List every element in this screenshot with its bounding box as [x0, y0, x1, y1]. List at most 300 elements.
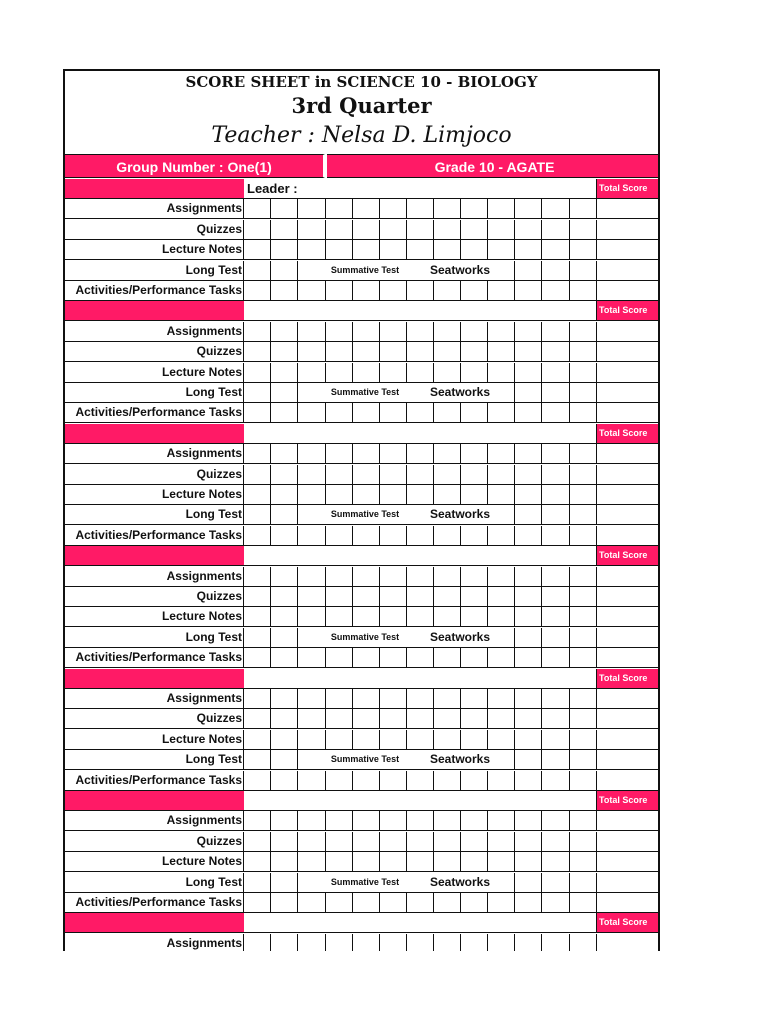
score-cell[interactable]: [406, 934, 434, 951]
score-cell[interactable]: [514, 485, 542, 504]
score-cell[interactable]: [270, 934, 298, 951]
score-cell[interactable]: [270, 199, 298, 218]
score-cell[interactable]: [433, 363, 461, 382]
score-cell[interactable]: [460, 281, 488, 300]
score-cell[interactable]: [297, 750, 326, 769]
score-cell[interactable]: [270, 383, 298, 402]
total-score-cell[interactable]: [596, 363, 660, 382]
score-cell[interactable]: [460, 322, 488, 341]
score-cell[interactable]: [406, 587, 434, 606]
score-cell[interactable]: [487, 363, 515, 382]
score-cell[interactable]: [514, 934, 542, 951]
score-cell[interactable]: [379, 363, 407, 382]
score-cell[interactable]: [270, 342, 298, 361]
score-cell[interactable]: [569, 363, 597, 382]
score-cell[interactable]: [460, 363, 488, 382]
score-cell[interactable]: [487, 281, 515, 300]
score-cell[interactable]: [514, 240, 542, 259]
score-cell[interactable]: [487, 240, 515, 259]
score-cell[interactable]: [460, 485, 488, 504]
score-cell[interactable]: [270, 893, 298, 912]
score-cell[interactable]: [243, 261, 271, 280]
score-cell[interactable]: [325, 199, 353, 218]
score-cell[interactable]: [297, 893, 326, 912]
score-cell[interactable]: [243, 281, 271, 300]
score-cell[interactable]: [243, 873, 271, 892]
score-cell[interactable]: [514, 893, 542, 912]
score-cell[interactable]: [541, 811, 570, 830]
score-cell[interactable]: [270, 689, 298, 708]
score-cell[interactable]: [541, 220, 570, 239]
score-cell[interactable]: [325, 240, 353, 259]
score-cell[interactable]: [487, 199, 515, 218]
score-cell[interactable]: [460, 403, 488, 422]
score-cell[interactable]: [433, 811, 461, 830]
score-cell[interactable]: [406, 832, 434, 851]
score-cell[interactable]: [270, 444, 298, 463]
score-cell[interactable]: [270, 648, 298, 667]
score-cell[interactable]: [514, 628, 542, 647]
score-cell[interactable]: [541, 322, 570, 341]
score-cell[interactable]: [270, 832, 298, 851]
score-cell[interactable]: [406, 465, 434, 484]
score-cell[interactable]: [406, 322, 434, 341]
score-cell[interactable]: [325, 363, 353, 382]
score-cell[interactable]: [379, 852, 407, 871]
score-cell[interactable]: [541, 709, 570, 728]
score-cell[interactable]: [541, 567, 570, 586]
score-cell[interactable]: [514, 322, 542, 341]
score-cell[interactable]: [352, 485, 380, 504]
score-cell[interactable]: [514, 730, 542, 749]
score-cell[interactable]: [379, 648, 407, 667]
score-cell[interactable]: [325, 444, 353, 463]
total-score-cell[interactable]: [596, 485, 660, 504]
total-score-cell[interactable]: [596, 893, 660, 912]
score-cell[interactable]: [460, 465, 488, 484]
score-cell[interactable]: [325, 485, 353, 504]
score-cell[interactable]: [460, 220, 488, 239]
score-cell[interactable]: [406, 342, 434, 361]
score-cell[interactable]: [514, 342, 542, 361]
score-cell[interactable]: [487, 893, 515, 912]
total-score-cell[interactable]: [596, 587, 660, 606]
score-cell[interactable]: [325, 648, 353, 667]
total-score-cell[interactable]: [596, 648, 660, 667]
score-cell[interactable]: [297, 811, 326, 830]
score-cell[interactable]: [352, 607, 380, 626]
score-cell[interactable]: [569, 832, 597, 851]
score-cell[interactable]: [487, 709, 515, 728]
score-cell[interactable]: [569, 750, 597, 769]
score-cell[interactable]: [433, 934, 461, 951]
total-score-cell[interactable]: [596, 873, 660, 892]
score-cell[interactable]: [270, 281, 298, 300]
score-cell[interactable]: [569, 199, 597, 218]
score-cell[interactable]: [569, 873, 597, 892]
score-cell[interactable]: [569, 444, 597, 463]
score-cell[interactable]: [297, 261, 326, 280]
score-cell[interactable]: [541, 628, 570, 647]
score-cell[interactable]: [243, 811, 271, 830]
score-cell[interactable]: [541, 648, 570, 667]
score-cell[interactable]: [514, 465, 542, 484]
total-score-cell[interactable]: [596, 811, 660, 830]
score-cell[interactable]: [487, 567, 515, 586]
score-cell[interactable]: [297, 873, 326, 892]
score-cell[interactable]: [541, 240, 570, 259]
score-cell[interactable]: [270, 873, 298, 892]
score-cell[interactable]: [433, 893, 461, 912]
score-cell[interactable]: [325, 832, 353, 851]
score-cell[interactable]: [514, 771, 542, 790]
score-cell[interactable]: [569, 567, 597, 586]
score-cell[interactable]: [352, 220, 380, 239]
score-cell[interactable]: [243, 403, 271, 422]
score-cell[interactable]: [514, 281, 542, 300]
score-cell[interactable]: [487, 607, 515, 626]
score-cell[interactable]: [297, 485, 326, 504]
score-cell[interactable]: [541, 444, 570, 463]
score-cell[interactable]: [270, 485, 298, 504]
score-cell[interactable]: [406, 220, 434, 239]
score-cell[interactable]: [514, 587, 542, 606]
total-score-cell[interactable]: [596, 709, 660, 728]
score-cell[interactable]: [352, 893, 380, 912]
score-cell[interactable]: [541, 261, 570, 280]
score-cell[interactable]: [569, 852, 597, 871]
score-cell[interactable]: [433, 526, 461, 545]
score-cell[interactable]: [541, 363, 570, 382]
score-cell[interactable]: [514, 750, 542, 769]
score-cell[interactable]: [460, 934, 488, 951]
score-cell[interactable]: [541, 383, 570, 402]
score-cell[interactable]: [379, 709, 407, 728]
total-score-cell[interactable]: [596, 281, 660, 300]
score-cell[interactable]: [325, 567, 353, 586]
score-cell[interactable]: [406, 709, 434, 728]
score-cell[interactable]: [487, 689, 515, 708]
total-score-cell[interactable]: [596, 607, 660, 626]
score-cell[interactable]: [325, 689, 353, 708]
score-cell[interactable]: [325, 587, 353, 606]
score-cell[interactable]: [352, 199, 380, 218]
score-cell[interactable]: [243, 383, 271, 402]
score-cell[interactable]: [569, 811, 597, 830]
score-cell[interactable]: [433, 607, 461, 626]
score-cell[interactable]: [243, 648, 271, 667]
score-cell[interactable]: [270, 220, 298, 239]
score-cell[interactable]: [569, 587, 597, 606]
score-cell[interactable]: [297, 587, 326, 606]
score-cell[interactable]: [406, 240, 434, 259]
score-cell[interactable]: [460, 240, 488, 259]
score-cell[interactable]: [243, 587, 271, 606]
score-cell[interactable]: [243, 444, 271, 463]
score-cell[interactable]: [325, 934, 353, 951]
score-cell[interactable]: [325, 852, 353, 871]
score-cell[interactable]: [297, 730, 326, 749]
score-cell[interactable]: [569, 893, 597, 912]
total-score-cell[interactable]: [596, 730, 660, 749]
score-cell[interactable]: [270, 526, 298, 545]
score-cell[interactable]: [325, 220, 353, 239]
score-cell[interactable]: [433, 322, 461, 341]
score-cell[interactable]: [460, 893, 488, 912]
score-cell[interactable]: [569, 771, 597, 790]
score-cell[interactable]: [270, 750, 298, 769]
score-cell[interactable]: [569, 465, 597, 484]
score-cell[interactable]: [270, 322, 298, 341]
score-cell[interactable]: [460, 648, 488, 667]
score-cell[interactable]: [433, 465, 461, 484]
score-cell[interactable]: [325, 526, 353, 545]
score-cell[interactable]: [460, 567, 488, 586]
score-cell[interactable]: [487, 220, 515, 239]
score-cell[interactable]: [433, 832, 461, 851]
score-cell[interactable]: [352, 363, 380, 382]
score-cell[interactable]: [325, 709, 353, 728]
score-cell[interactable]: [460, 444, 488, 463]
score-cell[interactable]: [243, 485, 271, 504]
score-cell[interactable]: [270, 709, 298, 728]
score-cell[interactable]: [352, 587, 380, 606]
score-cell[interactable]: [406, 199, 434, 218]
score-cell[interactable]: [406, 730, 434, 749]
score-cell[interactable]: [297, 709, 326, 728]
score-cell[interactable]: [379, 730, 407, 749]
score-cell[interactable]: [569, 383, 597, 402]
score-cell[interactable]: [541, 607, 570, 626]
score-cell[interactable]: [569, 342, 597, 361]
score-cell[interactable]: [243, 220, 271, 239]
score-cell[interactable]: [379, 526, 407, 545]
score-cell[interactable]: [379, 322, 407, 341]
score-cell[interactable]: [433, 709, 461, 728]
score-cell[interactable]: [487, 322, 515, 341]
score-cell[interactable]: [379, 444, 407, 463]
score-cell[interactable]: [569, 220, 597, 239]
score-cell[interactable]: [270, 852, 298, 871]
total-score-cell[interactable]: [596, 689, 660, 708]
score-cell[interactable]: [352, 709, 380, 728]
score-cell[interactable]: [460, 811, 488, 830]
total-score-cell[interactable]: [596, 771, 660, 790]
score-cell[interactable]: [487, 934, 515, 951]
score-cell[interactable]: [297, 628, 326, 647]
score-cell[interactable]: [433, 648, 461, 667]
score-cell[interactable]: [325, 893, 353, 912]
score-cell[interactable]: [433, 730, 461, 749]
score-cell[interactable]: [297, 505, 326, 524]
score-cell[interactable]: [406, 689, 434, 708]
total-score-cell[interactable]: [596, 403, 660, 422]
score-cell[interactable]: [541, 934, 570, 951]
score-cell[interactable]: [460, 689, 488, 708]
total-score-cell[interactable]: [596, 261, 660, 280]
total-score-cell[interactable]: [596, 465, 660, 484]
score-cell[interactable]: [433, 444, 461, 463]
score-cell[interactable]: [487, 342, 515, 361]
score-cell[interactable]: [569, 485, 597, 504]
score-cell[interactable]: [379, 220, 407, 239]
score-cell[interactable]: [325, 607, 353, 626]
score-cell[interactable]: [406, 811, 434, 830]
score-cell[interactable]: [297, 771, 326, 790]
score-cell[interactable]: [406, 363, 434, 382]
score-cell[interactable]: [379, 934, 407, 951]
score-cell[interactable]: [297, 403, 326, 422]
score-cell[interactable]: [379, 199, 407, 218]
score-cell[interactable]: [406, 485, 434, 504]
total-score-cell[interactable]: [596, 220, 660, 239]
score-cell[interactable]: [379, 832, 407, 851]
score-cell[interactable]: [541, 893, 570, 912]
score-cell[interactable]: [541, 852, 570, 871]
total-score-cell[interactable]: [596, 240, 660, 259]
score-cell[interactable]: [379, 403, 407, 422]
score-cell[interactable]: [541, 526, 570, 545]
score-cell[interactable]: [541, 403, 570, 422]
score-cell[interactable]: [487, 465, 515, 484]
score-cell[interactable]: [460, 852, 488, 871]
score-cell[interactable]: [460, 832, 488, 851]
score-cell[interactable]: [325, 281, 353, 300]
score-cell[interactable]: [297, 526, 326, 545]
total-score-cell[interactable]: [596, 444, 660, 463]
score-cell[interactable]: [541, 281, 570, 300]
score-cell[interactable]: [487, 485, 515, 504]
score-cell[interactable]: [379, 465, 407, 484]
score-cell[interactable]: [379, 811, 407, 830]
score-cell[interactable]: [352, 322, 380, 341]
score-cell[interactable]: [270, 587, 298, 606]
score-cell[interactable]: [514, 199, 542, 218]
score-cell[interactable]: [460, 709, 488, 728]
score-cell[interactable]: [569, 934, 597, 951]
score-cell[interactable]: [406, 893, 434, 912]
score-cell[interactable]: [487, 648, 515, 667]
score-cell[interactable]: [460, 526, 488, 545]
score-cell[interactable]: [569, 689, 597, 708]
score-cell[interactable]: [325, 403, 353, 422]
score-cell[interactable]: [297, 322, 326, 341]
score-cell[interactable]: [379, 342, 407, 361]
score-cell[interactable]: [541, 199, 570, 218]
score-cell[interactable]: [243, 567, 271, 586]
score-cell[interactable]: [243, 771, 271, 790]
score-cell[interactable]: [243, 852, 271, 871]
score-cell[interactable]: [406, 281, 434, 300]
score-cell[interactable]: [379, 689, 407, 708]
score-cell[interactable]: [325, 465, 353, 484]
score-cell[interactable]: [541, 465, 570, 484]
score-cell[interactable]: [406, 403, 434, 422]
score-cell[interactable]: [433, 199, 461, 218]
score-cell[interactable]: [297, 220, 326, 239]
total-score-cell[interactable]: [596, 199, 660, 218]
score-cell[interactable]: [243, 730, 271, 749]
score-cell[interactable]: [433, 852, 461, 871]
score-cell[interactable]: [460, 199, 488, 218]
score-cell[interactable]: [325, 342, 353, 361]
score-cell[interactable]: [297, 199, 326, 218]
score-cell[interactable]: [243, 199, 271, 218]
score-cell[interactable]: [297, 383, 326, 402]
score-cell[interactable]: [433, 220, 461, 239]
score-cell[interactable]: [433, 485, 461, 504]
score-cell[interactable]: [243, 505, 271, 524]
score-cell[interactable]: [243, 893, 271, 912]
score-cell[interactable]: [352, 771, 380, 790]
score-cell[interactable]: [514, 852, 542, 871]
score-cell[interactable]: [569, 505, 597, 524]
score-cell[interactable]: [487, 403, 515, 422]
score-cell[interactable]: [541, 873, 570, 892]
score-cell[interactable]: [297, 689, 326, 708]
score-cell[interactable]: [433, 771, 461, 790]
score-cell[interactable]: [243, 607, 271, 626]
score-cell[interactable]: [352, 852, 380, 871]
score-cell[interactable]: [379, 281, 407, 300]
score-cell[interactable]: [379, 587, 407, 606]
score-cell[interactable]: [541, 485, 570, 504]
score-cell[interactable]: [243, 689, 271, 708]
score-cell[interactable]: [325, 771, 353, 790]
score-cell[interactable]: [514, 261, 542, 280]
score-cell[interactable]: [514, 526, 542, 545]
total-score-cell[interactable]: [596, 342, 660, 361]
score-cell[interactable]: [270, 403, 298, 422]
score-cell[interactable]: [243, 465, 271, 484]
score-cell[interactable]: [297, 363, 326, 382]
score-cell[interactable]: [243, 240, 271, 259]
score-cell[interactable]: [406, 607, 434, 626]
score-cell[interactable]: [514, 505, 542, 524]
score-cell[interactable]: [569, 261, 597, 280]
score-cell[interactable]: [270, 465, 298, 484]
score-cell[interactable]: [297, 607, 326, 626]
score-cell[interactable]: [569, 730, 597, 749]
score-cell[interactable]: [541, 587, 570, 606]
score-cell[interactable]: [569, 628, 597, 647]
score-cell[interactable]: [514, 648, 542, 667]
score-cell[interactable]: [514, 444, 542, 463]
score-cell[interactable]: [270, 261, 298, 280]
score-cell[interactable]: [297, 648, 326, 667]
total-score-cell[interactable]: [596, 628, 660, 647]
score-cell[interactable]: [352, 281, 380, 300]
total-score-cell[interactable]: [596, 383, 660, 402]
score-cell[interactable]: [541, 750, 570, 769]
score-cell[interactable]: [243, 628, 271, 647]
total-score-cell[interactable]: [596, 750, 660, 769]
score-cell[interactable]: [433, 587, 461, 606]
score-cell[interactable]: [460, 771, 488, 790]
score-cell[interactable]: [406, 852, 434, 871]
score-cell[interactable]: [352, 526, 380, 545]
score-cell[interactable]: [541, 689, 570, 708]
score-cell[interactable]: [297, 934, 326, 951]
score-cell[interactable]: [270, 771, 298, 790]
score-cell[interactable]: [487, 730, 515, 749]
score-cell[interactable]: [541, 342, 570, 361]
score-cell[interactable]: [243, 934, 271, 951]
score-cell[interactable]: [541, 771, 570, 790]
score-cell[interactable]: [487, 811, 515, 830]
score-cell[interactable]: [487, 771, 515, 790]
score-cell[interactable]: [569, 403, 597, 422]
